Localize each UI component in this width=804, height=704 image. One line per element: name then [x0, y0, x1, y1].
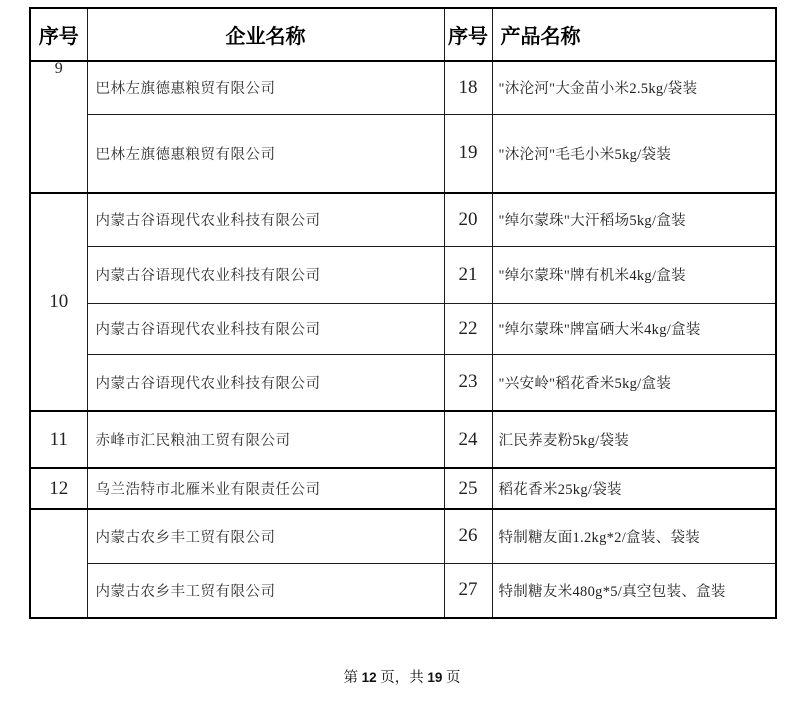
- product-cell: 特制糖友米480g*5/真空包装、盒装: [492, 563, 776, 618]
- header-seq-2: 序号: [444, 8, 492, 61]
- product-no: 20: [444, 193, 492, 246]
- footer-total-pages: 19: [427, 670, 443, 685]
- product-no: 18: [444, 61, 492, 114]
- group-seq-empty: [30, 509, 87, 618]
- product-cell: "沐沦河"毛毛小米5kg/袋装: [492, 114, 776, 193]
- product-cell: 稻花香米25kg/袋装: [492, 468, 776, 509]
- table-row: [30, 468, 776, 509]
- product-cell: 特制糖友面1.2kg*2/盒装、袋装: [492, 509, 776, 563]
- table-row: [30, 354, 776, 411]
- table-row: [30, 563, 776, 618]
- header-company: 企业名称: [87, 8, 444, 61]
- product-cell: "绰尔蒙珠"大汗稻场5kg/盒装: [492, 193, 776, 246]
- footer-page-indicator: [0, 666, 804, 687]
- table-row: [30, 303, 776, 354]
- company-cell: 乌兰浩特市北雁米业有限责任公司: [87, 468, 444, 509]
- table-row: [30, 509, 776, 563]
- product-no: 26: [444, 509, 492, 563]
- product-no: 25: [444, 468, 492, 509]
- product-cell: "绰尔蒙珠"牌富硒大米4kg/盒装: [492, 303, 776, 354]
- company-cell: 内蒙古农乡丰工贸有限公司: [87, 563, 444, 618]
- product-cell: "绰尔蒙珠"牌有机米4kg/盒装: [492, 246, 776, 303]
- product-cell: "兴安岭"稻花香米5kg/盒装: [492, 354, 776, 411]
- table-header-row: [30, 8, 776, 61]
- table-row: [30, 114, 776, 193]
- company-cell: 内蒙古谷语现代农业科技有限公司: [87, 303, 444, 354]
- header-product: 产品名称: [492, 8, 776, 61]
- table-row: [30, 411, 776, 468]
- table-row: [30, 246, 776, 303]
- product-cell: "沐沦河"大金苗小米2.5kg/袋装: [492, 61, 776, 114]
- product-no: 22: [444, 303, 492, 354]
- company-cell: 巴林左旗德惠粮贸有限公司: [87, 61, 444, 114]
- group-seq: 12: [30, 468, 87, 509]
- product-no: 24: [444, 411, 492, 468]
- footer-suffix: 页: [442, 670, 461, 686]
- company-cell: 赤峰市汇民粮油工贸有限公司: [87, 411, 444, 468]
- table-row: [30, 193, 776, 246]
- footer-middle: 页，共: [376, 670, 428, 686]
- company-cell: 巴林左旗德惠粮贸有限公司: [87, 114, 444, 193]
- group-seq: 9: [30, 61, 87, 193]
- group-seq: 11: [30, 411, 87, 468]
- product-no: 19: [444, 114, 492, 193]
- product-no: 23: [444, 354, 492, 411]
- product-list-table: [29, 7, 777, 619]
- footer-current-page: 12: [361, 670, 377, 685]
- footer-prefix: 第: [343, 670, 362, 686]
- table-row: [30, 61, 776, 114]
- company-cell: 内蒙古谷语现代农业科技有限公司: [87, 193, 444, 246]
- header-seq-1: 序号: [30, 8, 87, 61]
- company-cell: 内蒙古谷语现代农业科技有限公司: [87, 354, 444, 411]
- product-no: 27: [444, 563, 492, 618]
- group-seq: 10: [30, 193, 87, 411]
- company-cell: 内蒙古农乡丰工贸有限公司: [87, 509, 444, 563]
- product-cell: 汇民荞麦粉5kg/袋装: [492, 411, 776, 468]
- product-no: 21: [444, 246, 492, 303]
- company-cell: 内蒙古谷语现代农业科技有限公司: [87, 246, 444, 303]
